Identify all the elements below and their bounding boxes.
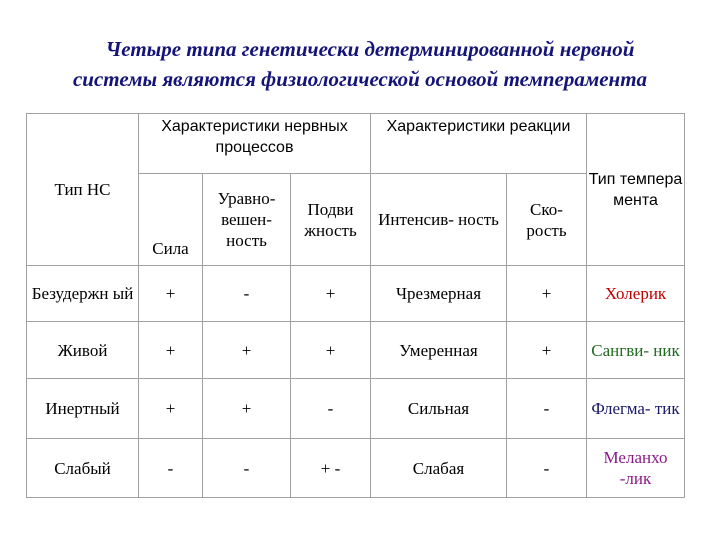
header-temperament: Тип темпера мента xyxy=(587,114,685,266)
header-podvizhnost: Подви жность xyxy=(291,174,371,266)
cell-temperament: Холерик xyxy=(587,266,685,322)
cell-type: Слабый xyxy=(27,439,139,498)
cell-intens: Сильная xyxy=(371,379,507,439)
header-reaction: Характеристики реакции xyxy=(371,114,587,174)
title-line-2: системы являются физиологической основой темперамента xyxy=(72,67,648,91)
cell-podv: + xyxy=(291,322,371,379)
header-skorost: Ско- рость xyxy=(507,174,587,266)
cell-intens: Чрезмерная xyxy=(371,266,507,322)
cell-type: Живой xyxy=(27,322,139,379)
cell-podv: - xyxy=(291,379,371,439)
cell-type: Инертный xyxy=(27,379,139,439)
table-row xyxy=(27,322,685,379)
table-row xyxy=(27,379,685,439)
cell-podv: + - xyxy=(291,439,371,498)
table-row xyxy=(27,266,685,322)
cell-skor: - xyxy=(507,379,587,439)
header-sila: Сила xyxy=(139,174,203,266)
cell-skor: + xyxy=(507,266,587,322)
cell-sila: + xyxy=(139,322,203,379)
cell-temperament: Сангви- ник xyxy=(587,322,685,379)
cell-sila: + xyxy=(139,379,203,439)
cell-type: Безудержн ый xyxy=(27,266,139,322)
cell-temperament: Меланхо -лик xyxy=(587,439,685,498)
header-nervous-processes: Характеристики нервных процессов xyxy=(139,114,371,174)
cell-sila: + xyxy=(139,266,203,322)
header-intensivnost: Интенсив- ность xyxy=(371,174,507,266)
cell-sila: - xyxy=(139,439,203,498)
cell-skor: - xyxy=(507,439,587,498)
title-line-1: Четыре типа генетически детерминированной нервной xyxy=(105,37,635,61)
temperament-table xyxy=(26,113,685,498)
header-type-ns: Тип НС xyxy=(27,114,139,266)
cell-uravn: + xyxy=(203,379,291,439)
header-uravnoveshennost: Уравно- вешен- ность xyxy=(203,174,291,266)
slide-title xyxy=(0,34,720,94)
cell-temperament: Флегма- тик xyxy=(587,379,685,439)
cell-uravn: - xyxy=(203,266,291,322)
cell-uravn: + xyxy=(203,322,291,379)
cell-intens: Умеренная xyxy=(371,322,507,379)
cell-podv: + xyxy=(291,266,371,322)
cell-skor: + xyxy=(507,322,587,379)
table-row xyxy=(27,439,685,498)
cell-uravn: - xyxy=(203,439,291,498)
cell-intens: Слабая xyxy=(371,439,507,498)
